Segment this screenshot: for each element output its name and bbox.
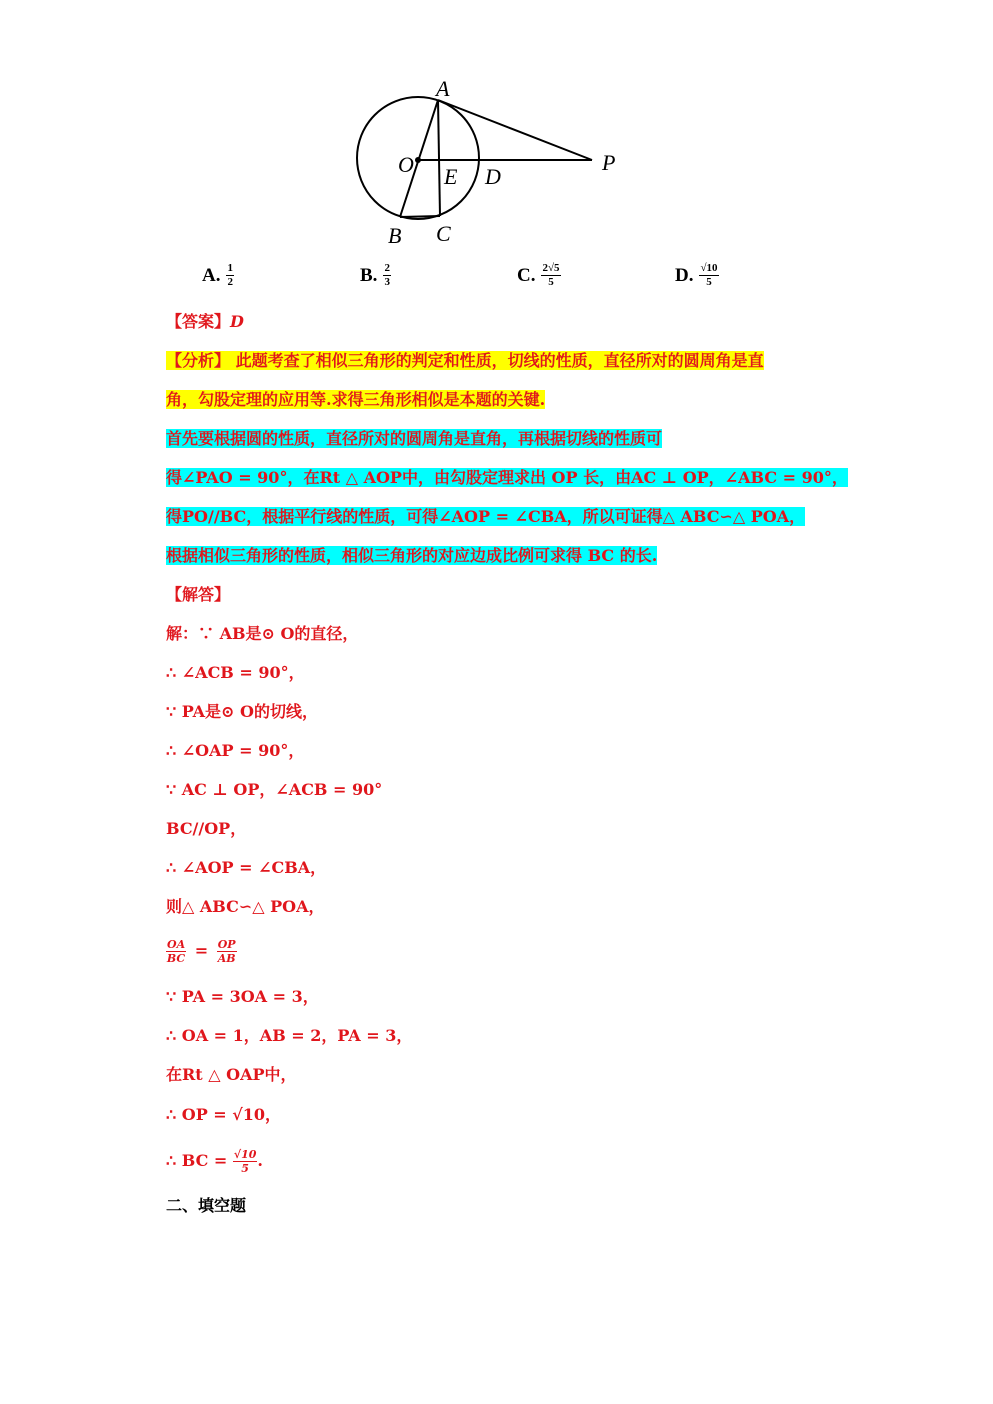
analysis-text: 得PO//BC，根据平行线的性质，可得∠AOP = ∠CBA，所以可证得△ ABC∽△ POA，	[166, 507, 806, 526]
label-c: C	[436, 221, 451, 246]
ratio-equation	[166, 936, 237, 966]
solution-step-7: ∴ ∠AOP = ∠CBA，	[166, 858, 327, 877]
section-title: 二、填空题	[166, 1196, 247, 1215]
analysis-text: 首先要根据圆的性质，直径所对的圆周角是直角，再根据切线的性质可	[166, 429, 663, 448]
option-b[interactable]	[360, 262, 391, 289]
option-fraction	[699, 262, 718, 289]
option-letter: B.	[360, 264, 378, 286]
label-a: A	[436, 76, 450, 101]
analysis-text: 得∠PAO = 90°，在Rt △ AOP中，由勾股定理求出 OP 长，由AC ⊥ OP，∠ABC = 90°，	[166, 468, 848, 487]
option-fraction	[383, 262, 391, 289]
label-p: P	[602, 150, 616, 175]
solution-label: 【解答】	[166, 585, 231, 604]
solution-step-5: ∵ AC ⊥ OP，∠ACB = 90°	[166, 780, 383, 799]
solution-step-11: 在Rt △ OAP中，	[166, 1065, 297, 1084]
circle-tangent-diagram	[340, 70, 640, 250]
option-letter: A.	[202, 264, 221, 286]
tangent-pa	[438, 100, 592, 160]
option-fraction	[541, 262, 560, 289]
fraction-denominator: 2	[227, 276, 233, 288]
fraction-numerator: OP	[217, 938, 236, 951]
option-d[interactable]	[675, 262, 719, 289]
fraction-denominator: 5	[548, 276, 554, 288]
analysis-text: 根据相似三角形的性质，相似三角形的对应边成比例可求得 BC 的长.	[166, 546, 658, 565]
chord-bc	[400, 216, 440, 217]
fraction-denominator: 5	[241, 1162, 249, 1175]
analysis-line-5	[166, 505, 805, 529]
solution-step-8: 则△ ABC∽△ POA，	[166, 897, 325, 916]
label-e: E	[444, 164, 458, 189]
solution-step-1: 解：∵ AB是⊙ O的直径，	[166, 624, 359, 643]
fraction-denominator: 5	[706, 276, 712, 288]
equals-sign: =	[194, 941, 209, 960]
fraction-denominator: 3	[384, 276, 390, 288]
fraction-numerator: √10	[233, 1148, 257, 1161]
answer-line	[166, 310, 244, 334]
final-suffix: .	[257, 1151, 263, 1170]
option-fraction	[226, 262, 234, 289]
fraction-numerator: OA	[167, 938, 186, 951]
label-o: O	[398, 152, 414, 177]
solution-step-4: ∴ ∠OAP = 90°，	[166, 741, 305, 760]
fraction-numerator: √10	[700, 262, 718, 274]
solution-step-3: ∵ PA是⊙ O的切线，	[166, 702, 318, 721]
solution-step-6: BC//OP，	[166, 819, 247, 838]
final-fraction	[233, 1148, 258, 1175]
solution-step-2: ∴ ∠ACB = 90°，	[166, 663, 305, 682]
analysis-text: 角，勾股定理的应用等.求得三角形相似是本题的关键.	[166, 390, 546, 409]
solution-final	[166, 1144, 263, 1178]
label-b: B	[388, 223, 402, 248]
option-c[interactable]	[517, 262, 561, 289]
analysis-label: 【分析】	[166, 351, 231, 370]
geometry-figure	[340, 70, 640, 250]
ratio-right	[217, 938, 237, 965]
fraction-denominator: AB	[217, 952, 236, 965]
option-letter: C.	[517, 264, 536, 286]
solution-step-12: ∴ OP = √10，	[166, 1105, 282, 1124]
analysis-line-1	[166, 349, 764, 373]
label-d: D	[485, 164, 501, 189]
option-letter: D.	[675, 264, 694, 286]
solution-step-9: ∵ PA = 3OA = 3，	[166, 987, 319, 1006]
answer-options	[0, 258, 993, 298]
analysis-line-6	[166, 544, 657, 568]
ratio-left	[166, 938, 186, 965]
fraction-numerator: 2√5	[542, 262, 560, 274]
chord-ac	[438, 100, 440, 216]
fraction-numerator: 2	[384, 262, 390, 274]
center-point	[415, 157, 421, 163]
fraction-numerator: 1	[227, 262, 233, 274]
final-prefix: ∴ BC =	[166, 1151, 233, 1170]
analysis-line-2	[166, 388, 545, 412]
answer-value: D	[230, 312, 244, 331]
analysis-line-3	[166, 427, 662, 451]
analysis-text: 此题考查了相似三角形的判定和性质，切线的性质，直径所对的圆周角是直	[230, 351, 764, 370]
option-a[interactable]	[202, 262, 234, 289]
answer-label: 【答案】	[166, 312, 231, 331]
analysis-line-4	[166, 466, 848, 490]
fraction-denominator: BC	[166, 952, 186, 965]
solution-step-10: ∴ OA = 1，AB = 2，PA = 3，	[166, 1026, 413, 1045]
